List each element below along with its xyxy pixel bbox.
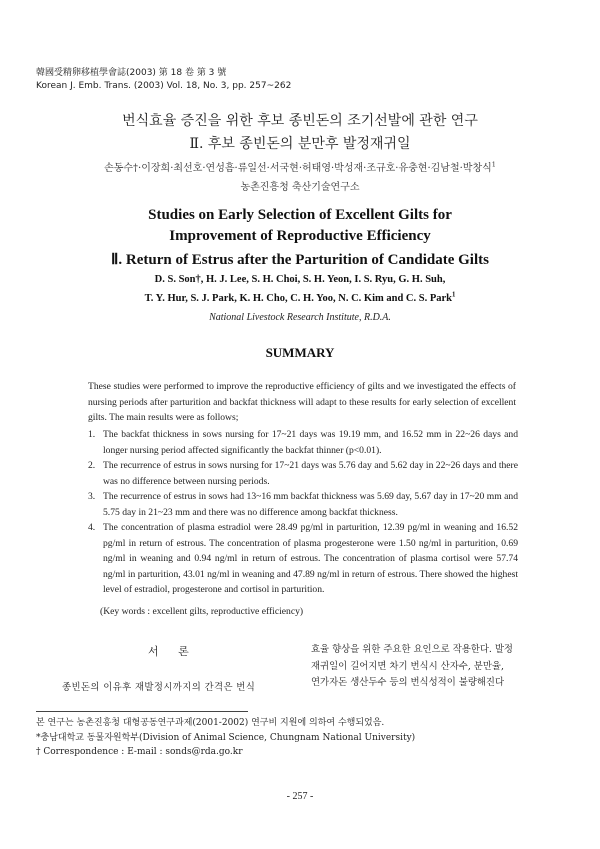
english-title-line1: Studies on Early Selection of Excellent Gilts for: [148, 207, 452, 223]
list-item: [88, 458, 518, 489]
korean-title-line2: Ⅱ. 후보 종빈돈의 분만후 발정재귀일: [189, 136, 411, 152]
list-item-number: 2.: [88, 460, 96, 471]
list-item-number: 3.: [88, 491, 96, 502]
korean-title-line1: 번식효율 증진을 위한 후보 종빈돈의 조기선발에 관한 연구: [122, 113, 478, 129]
journal-line-korean: 韓國受精卵移植學會誌(2003) 第 18 卷 第 3 號: [36, 68, 227, 78]
footnote-correspondence: † Correspondence : E-mail : sonds@rda.go.kr: [36, 747, 243, 757]
summary-results-list: [88, 427, 518, 598]
introduction-right-line: 재귀일이 길어지면 차기 번식시 산자수, 분만율,: [311, 660, 504, 672]
introduction-left-column: 종빈돈의 이유후 재발정시까지의 간격은 번식: [62, 682, 256, 693]
footnote-divider: [36, 711, 248, 712]
introduction-right-line: 연가자돈 생산두수 등의 번식성적이 불량해진다: [311, 677, 505, 688]
introduction-heading: 서 론: [148, 645, 197, 658]
footnotes: [36, 716, 415, 760]
list-item-text: The recurrence of estrus in sows had 13~16 mm backfat thickness was 5.69 day, 5.67 day in 17~20 mm and 5.75 day in 21~23 mm and there was no difference among backfat thickness.: [103, 491, 518, 518]
list-item-text: The recurrence of estrus in sows nursing for 17~21 days was 5.76 day and 5.62 day in 22~26 days and there was no difference between nursing periods.: [103, 460, 518, 487]
footnote-funding: 본 연구는 농촌진흥청 대형공동연구과제(2001-2002) 연구비 지원에 의하여 수행되었음.: [36, 718, 385, 728]
journal-header: [36, 67, 291, 93]
korean-authors-sup: 1: [491, 160, 496, 169]
list-item-number: 1.: [88, 429, 96, 440]
list-item-text: The backfat thickness in sows nursing for 17~21 days was 19.19 mm, and 16.52 mm in 22~26 days and longer nursing period affected significantly the backfat thinner (p<0.01).: [103, 429, 518, 456]
list-item: [88, 489, 518, 520]
footnote-affiliation: *충남대학교 동물자원학부(Division of Animal Science, Chungnam National University): [36, 732, 416, 743]
english-authors-sup: 1: [452, 291, 456, 299]
korean-authors-text: 손동수†·이장희·최선호·연성흠·류일선·서국현·허태영·박성재·조규호·유충현·김남철·박창식: [104, 163, 492, 174]
introduction-right-line: 효율 향상을 위한 주요한 요인으로 작용한다. 발정: [311, 644, 513, 655]
summary-heading: SUMMARY: [265, 345, 335, 360]
english-institution: National Livestock Research Institute, R.D.A.: [209, 312, 391, 323]
english-title-line2: Improvement of Reproductive Efficiency: [169, 228, 431, 244]
list-item: [88, 520, 518, 598]
english-authors-line1: D. S. Son†, H. J. Lee, S. H. Choi, S. H. Yeon, I. S. Ryu, G. H. Suh,: [154, 274, 446, 285]
english-authors-line2: [0, 293, 600, 304]
introduction-right-column: [311, 642, 551, 692]
journal-line-english: Korean J. Emb. Trans. (2003) Vol. 18, No. 3, pp. 257~262: [36, 81, 292, 91]
english-title-line3: Ⅱ. Return of Estrus after the Parturition of Candidate Gilts: [111, 252, 489, 268]
list-item: [88, 427, 518, 458]
keywords: (Key words : excellent gilts, reproductive efficiency): [100, 606, 304, 617]
list-item-text: The concentration of plasma estradiol were 28.49 pg/ml in parturition, 12.39 pg/ml in weaning and 16.52 pg/ml in return of estrous. The concentration of plasma progesterone were 1.50 ng/ml in parturition, 0.69 ng/ml in weaning and 0.94 ng/ml in return of estrous. The concentration of plasma cortisol were 57.74 ng/ml in parturition, 43.01 ng/ml in weaning and 47.89 ng/ml in return of estrous. There showed the highest level of estradiol, progesterone and cortisol in parturition.: [103, 522, 518, 595]
korean-institution: 농촌진흥청 축산기술연구소: [240, 182, 360, 193]
summary-intro: These studies were performed to improve the reproductive efficiency of gilts and we investigated the effects of nursing periods after parturition and backfat thickness will adapt to these results for early selection of excellent gilts. The main results were as follows;: [88, 381, 516, 423]
list-item-number: 4.: [88, 522, 96, 533]
page-number: - 257 -: [286, 791, 314, 802]
english-authors-line2-text: T. Y. Hur, S. J. Park, K. H. Cho, C. H. Yoo, N. C. Kim and C. S. Park: [144, 293, 453, 304]
korean-authors: [0, 159, 600, 174]
